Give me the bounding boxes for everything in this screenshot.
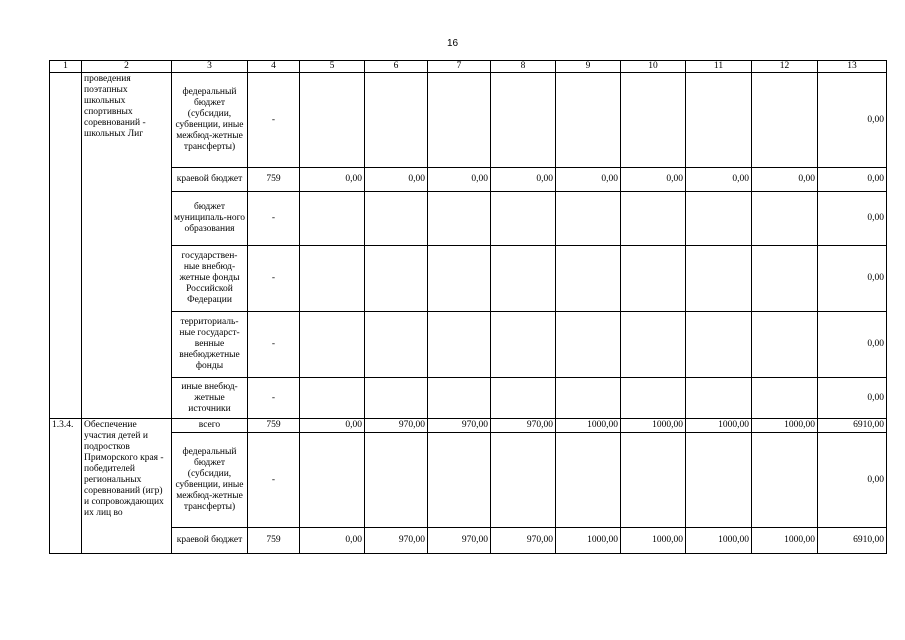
value-cell: 0,00 <box>752 168 818 192</box>
header-cell: 5 <box>300 61 365 73</box>
code-cell: 759 <box>248 419 300 433</box>
table-row <box>50 73 887 168</box>
total-cell: 6910,00 <box>818 419 887 433</box>
value-cell: 0,00 <box>556 168 621 192</box>
header-cell: 2 <box>82 61 172 73</box>
value-cell: 0,00 <box>300 168 365 192</box>
header-cell: 7 <box>428 61 491 73</box>
value-cell: 1000,00 <box>686 419 752 433</box>
value-cell: 1000,00 <box>621 419 686 433</box>
table-row <box>50 378 887 419</box>
code-cell: 759 <box>248 528 300 554</box>
header-cell: 8 <box>491 61 556 73</box>
value-cell: 970,00 <box>365 528 428 554</box>
table-row <box>50 246 887 312</box>
source-cell: иные внебюд-жетные источники <box>172 378 248 419</box>
source-cell: территориаль-ные государст-венные внебюджетные фонды <box>172 312 248 378</box>
header-cell: 4 <box>248 61 300 73</box>
source-cell: бюджет муниципаль-ного образования <box>172 192 248 246</box>
total-cell: 0,00 <box>818 378 887 419</box>
header-cell: 9 <box>556 61 621 73</box>
table-header-row <box>50 61 887 73</box>
table-row <box>50 419 887 433</box>
total-cell: 0,00 <box>818 433 887 528</box>
value-cell: 970,00 <box>428 528 491 554</box>
value-cell: 0,00 <box>365 168 428 192</box>
item-number-cell: 1.3.4. <box>50 419 82 554</box>
table-row <box>50 528 887 554</box>
value-cell: 0,00 <box>686 168 752 192</box>
source-cell: всего <box>172 419 248 433</box>
table-row <box>50 312 887 378</box>
value-cell: 1000,00 <box>556 528 621 554</box>
value-cell: 1000,00 <box>686 528 752 554</box>
header-cell: 11 <box>686 61 752 73</box>
header-cell: 13 <box>818 61 887 73</box>
value-cell: 970,00 <box>365 419 428 433</box>
value-cell: 1000,00 <box>752 528 818 554</box>
code-cell: 759 <box>248 168 300 192</box>
page-number: 16 <box>446 38 459 49</box>
total-cell: 0,00 <box>818 312 887 378</box>
value-cell: 970,00 <box>491 419 556 433</box>
source-cell: федеральный бюджет (субсидии, субвенции, иные межбюд-жетные трансферты) <box>172 433 248 528</box>
code-cell: - <box>248 192 300 246</box>
item-number-cell <box>50 73 82 419</box>
source-cell: государствен-ные внебюд-жетные фонды Российской Федерации <box>172 246 248 312</box>
total-cell: 0,00 <box>818 73 887 168</box>
value-cell: 1000,00 <box>621 528 686 554</box>
value-cell: 0,00 <box>428 168 491 192</box>
header-cell: 12 <box>752 61 818 73</box>
value-cell: 0,00 <box>300 419 365 433</box>
header-cell: 1 <box>50 61 82 73</box>
budget-table <box>49 60 887 554</box>
table-row <box>50 192 887 246</box>
code-cell: - <box>248 73 300 168</box>
item-name-cell: Обеспечение участия детей и подростков Приморского края - победителей региональных соревнований (игр) и сопровождающих их лиц во <box>82 419 172 554</box>
table-row <box>50 433 887 528</box>
code-cell: - <box>248 433 300 528</box>
item-name-cell: проведения поэтапных школьных спортивных соревнований - школьных Лиг <box>82 73 172 419</box>
table-row <box>50 168 887 192</box>
value-cell: 970,00 <box>491 528 556 554</box>
code-cell: - <box>248 246 300 312</box>
header-cell: 10 <box>621 61 686 73</box>
total-cell: 6910,00 <box>818 528 887 554</box>
value-cell: 0,00 <box>300 528 365 554</box>
value-cell: 970,00 <box>428 419 491 433</box>
source-cell: федеральный бюджет (субсидии, субвенции, иные межбюд-жетные трансферты) <box>172 73 248 168</box>
value-cell: 1000,00 <box>752 419 818 433</box>
value-cell: 0,00 <box>491 168 556 192</box>
header-cell: 6 <box>365 61 428 73</box>
code-cell: - <box>248 312 300 378</box>
total-cell: 0,00 <box>818 168 887 192</box>
header-cell: 3 <box>172 61 248 73</box>
source-cell: краевой бюджет <box>172 168 248 192</box>
code-cell: - <box>248 378 300 419</box>
value-cell: 0,00 <box>621 168 686 192</box>
total-cell: 0,00 <box>818 246 887 312</box>
source-cell: краевой бюджет <box>172 528 248 554</box>
value-cell: 1000,00 <box>556 419 621 433</box>
total-cell: 0,00 <box>818 192 887 246</box>
